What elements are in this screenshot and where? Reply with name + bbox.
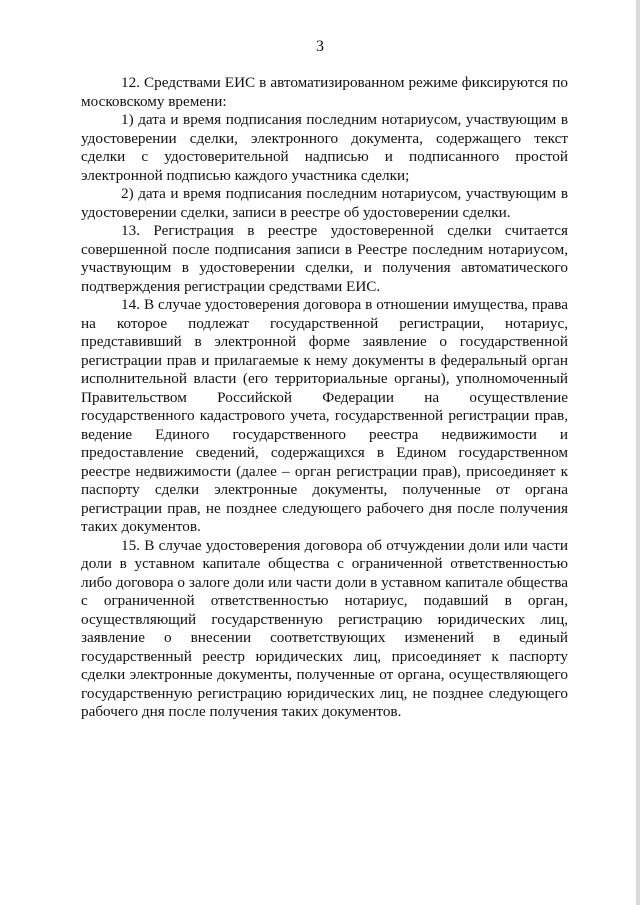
- paragraph-12-item-1: 1) дата и время подписания последним нотариусом, участвующим в удостоверении сделки, электронного документа, содержащего текст сделки с удостоверительной надписью и подписанного простой электронной подписью каждого участника сделки;: [81, 111, 568, 184]
- document-body: [81, 74, 568, 722]
- paragraph-14: 14. В случае удостоверения договора в отношении имущества, права на которое подлежат государственной регистрации, нотариус, представивший в электронной форме заявление о государственной регистрации прав и прилагаемые к нему документы в федеральный орган исполнительной власти (его территориальные органы), уполномоченный Правительством Российской Федерации на осуществление государственного кадастрового учета, государственной регистрации прав, ведение Единого государственного реестра недвижимости и предоставление сведений, содержащихся в Едином государственном реестре недвижимости (далее – орган регистрации прав), присоединяет к паспорту сделки электронные документы, полученные от органа регистрации прав, не позднее следующего рабочего дня после получения таких документов.: [81, 296, 568, 535]
- paragraph-13: 13. Регистрация в реестре удостоверенной сделки считается совершенной после подписания записи в Реестре последним нотариусом, участвующим в удостоверении сделки, и получения автоматического подтверждения регистрации средствами ЕИС.: [81, 222, 568, 295]
- paragraph-12: 12. Средствами ЕИС в автоматизированном режиме фиксируются по московскому времени:: [81, 74, 568, 110]
- scan-edge-shadow: [636, 0, 640, 905]
- page-number: 3: [316, 38, 324, 55]
- paragraph-15: 15. В случае удостоверения договора об отчуждении доли или части доли в уставном капитале общества с ограниченной ответственностью либо договора о залоге доли или части доли в уставном капитале общества с ограниченной ответственностью нотариус, подавший в орган, осуществляющий государственную регистрацию юридических лиц, заявление о внесении соответствующих изменений в единый государственный реестр юридических лиц, присоединяет к паспорту сделки электронные документы, полученные от органа, осуществляющего государственную регистрацию юридических лиц, не позднее следующего рабочего дня после получения таких документов.: [81, 536, 568, 720]
- paragraph-12-item-2: 2) дата и время подписания последним нотариусом, участвующим в удостоверении сделки, записи в реестре об удостоверении сделки.: [81, 185, 568, 221]
